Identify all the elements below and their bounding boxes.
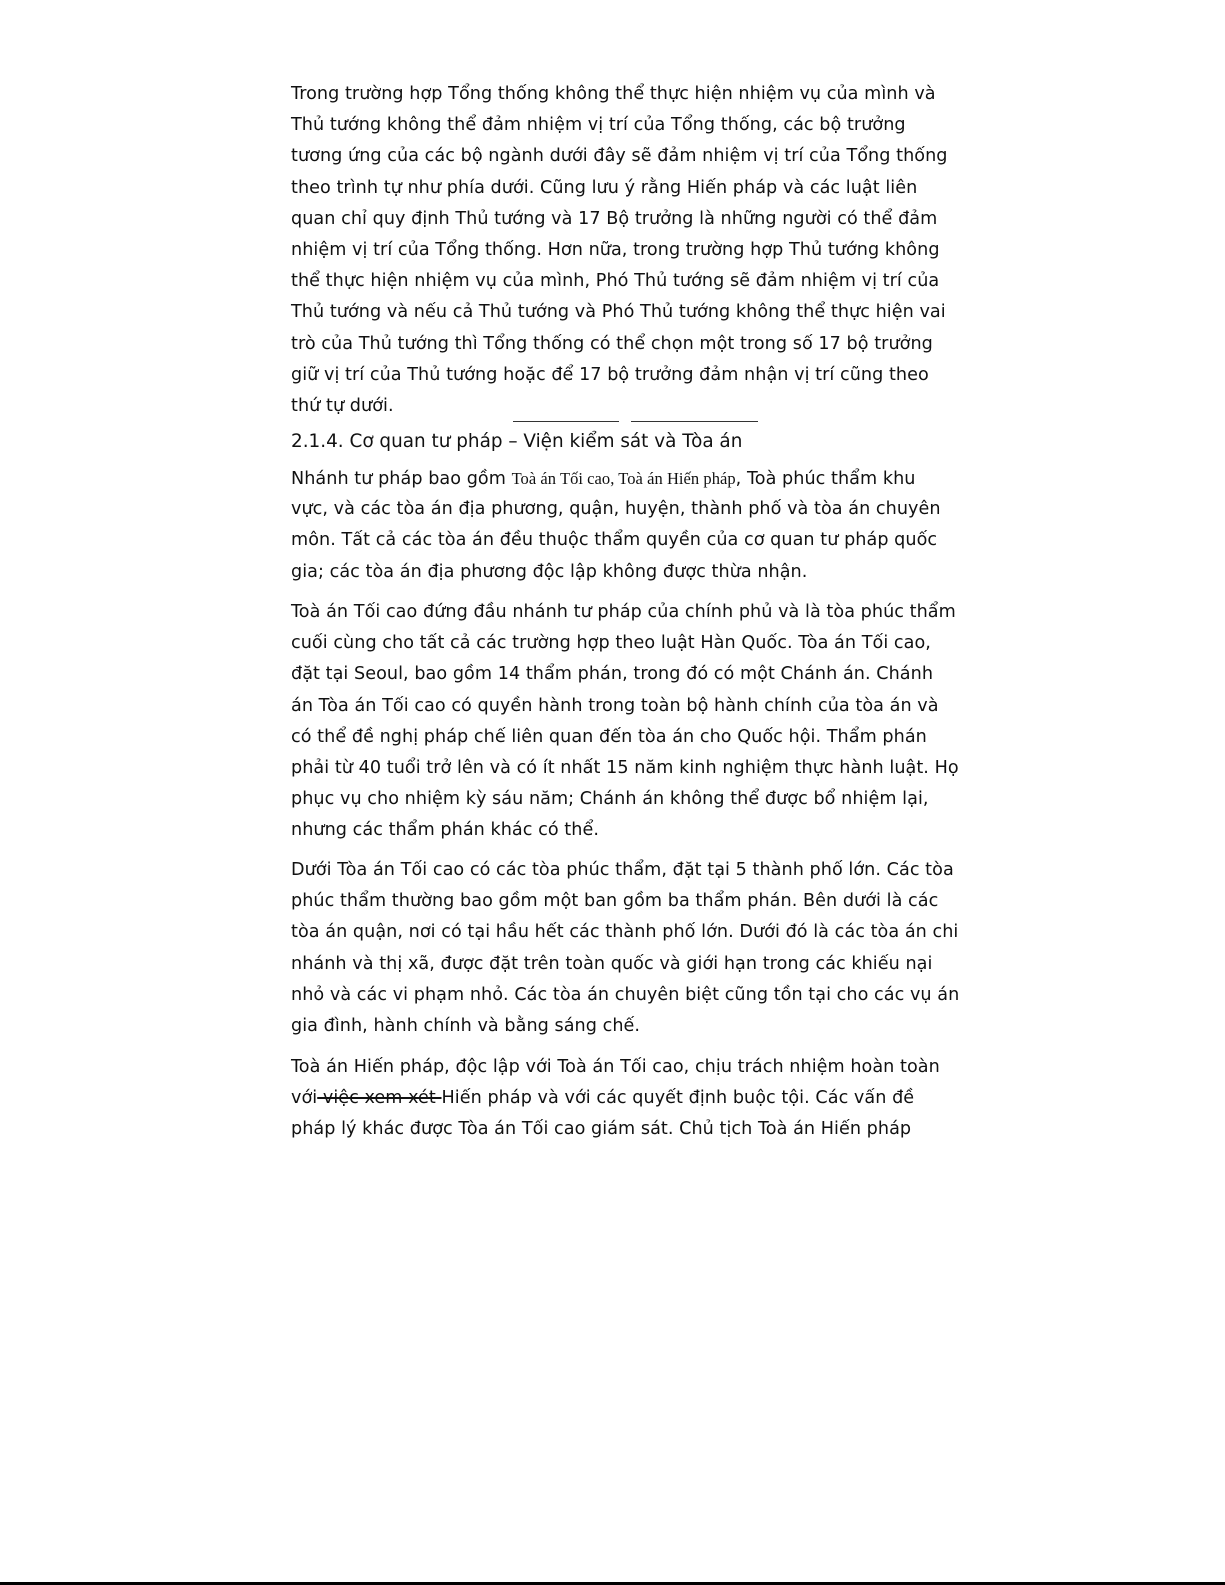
underline-rule: [513, 421, 619, 422]
text-line: Dưới Tòa án Tối cao có các tòa phúc thẩm, đặt tại 5 thành phố lớn. Các tòa: [291, 860, 954, 880]
text-line: Trong trường hợp Tổng thống không thể thực hiện nhiệm vụ của mình và: [291, 84, 936, 104]
text-line: nhiệm vị trí của Tổng thống. Hơn nữa, trong trường hợp Thủ tướng không: [291, 239, 940, 260]
text-line: nhưng các thẩm phán khác có thể.: [291, 820, 599, 841]
text-line: môn. Tất cả các tòa án đều thuộc thẩm quyền của cơ quan tư pháp quốc: [291, 530, 938, 551]
text-line: giữ vị trí của Thủ tướng hoặc để 17 bộ trưởng đảm nhận vị trí cũng theo: [291, 364, 929, 385]
section-heading: 2.1.4. Cơ quan tư pháp – Viện kiểm sát và Tòa án: [291, 431, 743, 452]
text-line: án Tòa án Tối cao có quyền hành trong toàn bộ hành chính của tòa án và: [291, 695, 939, 716]
strikethrough-text: việc xem xét: [317, 1088, 442, 1109]
text-line: có thể đề nghị pháp chế liên quan đến tòa án cho Quốc hội. Thẩm phán: [291, 726, 927, 747]
text-line: [291, 463, 981, 494]
text-line: gia đình, hành chính và bằng sáng chế.: [291, 1015, 641, 1036]
text-line: theo trình tự như phía dưới. Cũng lưu ý rằng Hiến pháp và các luật liên: [291, 177, 918, 198]
paragraph-judiciary-branches: [291, 463, 981, 588]
text-line: pháp lý khác được Tòa án Tối cao giám sát. Chủ tịch Toà án Hiến pháp: [291, 1119, 912, 1140]
text-line: gia; các tòa án địa phương độc lập không được thừa nhận.: [291, 561, 808, 582]
text-line: thứ tự dưới.: [291, 395, 394, 416]
text-run: Hiến pháp và với các quyết định buộc tội. Các vấn đề: [441, 1088, 915, 1109]
text-line: [291, 1083, 981, 1114]
paragraph-supreme-court: [291, 597, 981, 847]
text-line: Thủ tướng và nếu cả Thủ tướng và Phó Thủ tướng không thể thực hiện vai: [291, 302, 946, 323]
text-run: , Toà phúc thẩm khu: [735, 469, 916, 489]
underline-rule: [631, 421, 758, 422]
text-line: phải từ 40 tuổi trở lên và có ít nhất 15 năm kinh nghiệm thực hành luật. Họ: [291, 757, 959, 778]
text-line: trò của Thủ tướng thì Tổng thống có thể chọn một trong số 17 bộ trưởng: [291, 333, 933, 354]
text-line: vực, và các tòa án địa phương, quận, huyện, thành phố và tòa án chuyên: [291, 499, 941, 520]
paragraph-constitutional-court: [291, 1052, 981, 1146]
text-line: tương ứng của các bộ ngành dưới đây sẽ đảm nhiệm vị trí của Tổng thống: [291, 146, 948, 167]
text-line: tòa án quận, nơi có tại hầu hết các thành phố lớn. Dưới đó là các tòa án chi: [291, 922, 959, 943]
paragraph-succession: [291, 79, 981, 422]
text-line: nhỏ và các vi phạm nhỏ. Các tòa án chuyên biệt cũng tồn tại cho các vụ án: [291, 984, 960, 1005]
text-line: Toà án Hiến pháp, độc lập với Toà án Tối cao, chịu trách nhiệm hoàn toàn: [291, 1057, 940, 1077]
paragraph-lower-courts: [291, 855, 981, 1042]
text-line: quan chỉ quy định Thủ tướng và 17 Bộ trưởng là những người có thể đảm: [291, 208, 938, 229]
serif-text-run: Toà án Tối cao, Toà án Hiến pháp: [511, 469, 736, 488]
text-line: Thủ tướng không thể đảm nhiệm vị trí của Tổng thống, các bộ trưởng: [291, 115, 906, 136]
text-line: đặt tại Seoul, bao gồm 14 thẩm phán, trong đó có một Chánh án. Chánh: [291, 664, 934, 685]
text-line: phục vụ cho nhiệm kỳ sáu năm; Chánh án không thể được bổ nhiệm lại,: [291, 789, 929, 810]
text-run: Nhánh tư pháp bao gồm: [291, 469, 512, 489]
text-run: với: [291, 1088, 318, 1109]
text-line: phúc thẩm thường bao gồm một ban gồm ba thẩm phán. Bên dưới là các: [291, 891, 939, 912]
text-line: thể thực hiện nhiệm vụ của mình, Phó Thủ tướng sẽ đảm nhiệm vị trí của: [291, 271, 940, 292]
text-line: nhánh và thị xã, được đặt trên toàn quốc và giới hạn trong các khiếu nại: [291, 953, 933, 974]
text-line: cuối cùng cho tất cả các trường hợp theo luật Hàn Quốc. Tòa án Tối cao,: [291, 633, 931, 654]
text-line: Toà án Tối cao đứng đầu nhánh tư pháp của chính phủ và là tòa phúc thẩm: [291, 602, 956, 622]
